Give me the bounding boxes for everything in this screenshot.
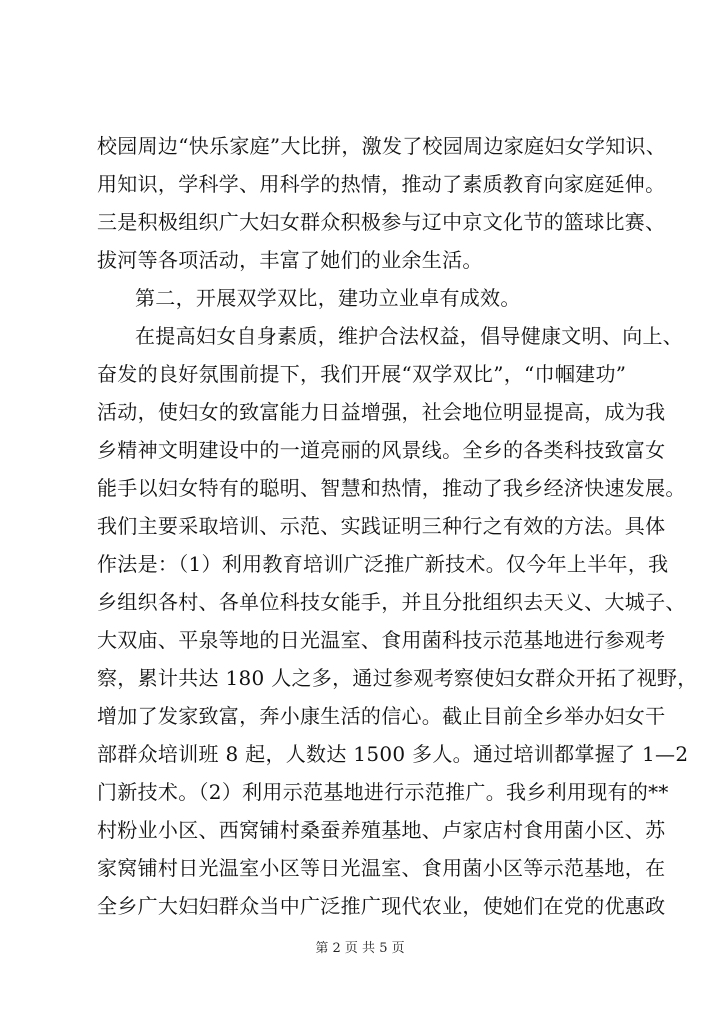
paragraph-line: 在提高妇女自身素质，维护合法权益，倡导健康文明、向上、 bbox=[135, 324, 684, 348]
paragraph-line: 用知识，学科学、用科学的热情，推动了素质教育向家庭延伸。 bbox=[97, 172, 666, 196]
paragraph-line: 乡精神文明建设中的一道亮丽的风景线。全乡的各类科技致富女 bbox=[97, 438, 666, 462]
paragraph-line: 奋发的良好氛围前提下，我们开展“双学双比”，“巾帼建功” bbox=[97, 362, 627, 386]
paragraph-line: 增加了发家致富，奔小康生活的信心。截止目前全乡举办妇女干 bbox=[97, 704, 666, 728]
paragraph-line: 三是积极组织广大妇女群众积极参与辽中京文化节的篮球比赛、 bbox=[97, 210, 666, 234]
paragraph-line: 校园周边“快乐家庭”大比拼，激发了校园周边家庭妇女学知识、 bbox=[97, 134, 667, 158]
page-number-footer: 第 2 页 共 5 页 bbox=[315, 941, 405, 956]
paragraph-line: 大双庙、平泉等地的日光温室、食用菌科技示范基地进行参观考 bbox=[97, 628, 666, 652]
section-heading: 第二，开展双学双比，建功立业卓有成效。 bbox=[135, 286, 521, 310]
paragraph-line: 乡组织各村、各单位科技女能手，并且分批组织去天义、大城子、 bbox=[97, 590, 686, 614]
paragraph-line: 活动，使妇女的致富能力日益增强，社会地位明显提高，成为我 bbox=[97, 400, 666, 424]
paragraph-line: 村粉业小区、西窝铺村桑蚕养殖基地、卢家店村食用菌小区、苏 bbox=[97, 818, 666, 842]
paragraph-line: 家窝铺村日光温室小区等日光温室、食用菌小区等示范基地，在 bbox=[97, 856, 666, 880]
paragraph-line: 作法是：（1）利用教育培训广泛推广新技术。仅今年上半年，我 bbox=[97, 552, 669, 576]
paragraph-line: 我们主要采取培训、示范、实践证明三种行之有效的方法。具体 bbox=[97, 514, 666, 538]
paragraph-line: 门新技术。（2）利用示范基地进行示范推广。我乡利用现有的** bbox=[97, 780, 669, 804]
paragraph-line: 能手以妇女特有的聪明、智慧和热情，推动了我乡经济快速发展。 bbox=[97, 476, 686, 500]
paragraph-line: 拔河等各项活动，丰富了她们的业余生活。 bbox=[97, 248, 483, 272]
paragraph-line: 察，累计共达 180 人之多，通过参观考察使妇女群众开拓了视野， bbox=[97, 666, 698, 690]
paragraph-line: 全乡广大妇妇群众当中广泛推广现代农业，使她们在党的优惠政 bbox=[97, 894, 666, 918]
paragraph-line: 部群众培训班 8 起，人数达 1500 多人。通过培训都掌握了 1—2 bbox=[97, 742, 689, 766]
